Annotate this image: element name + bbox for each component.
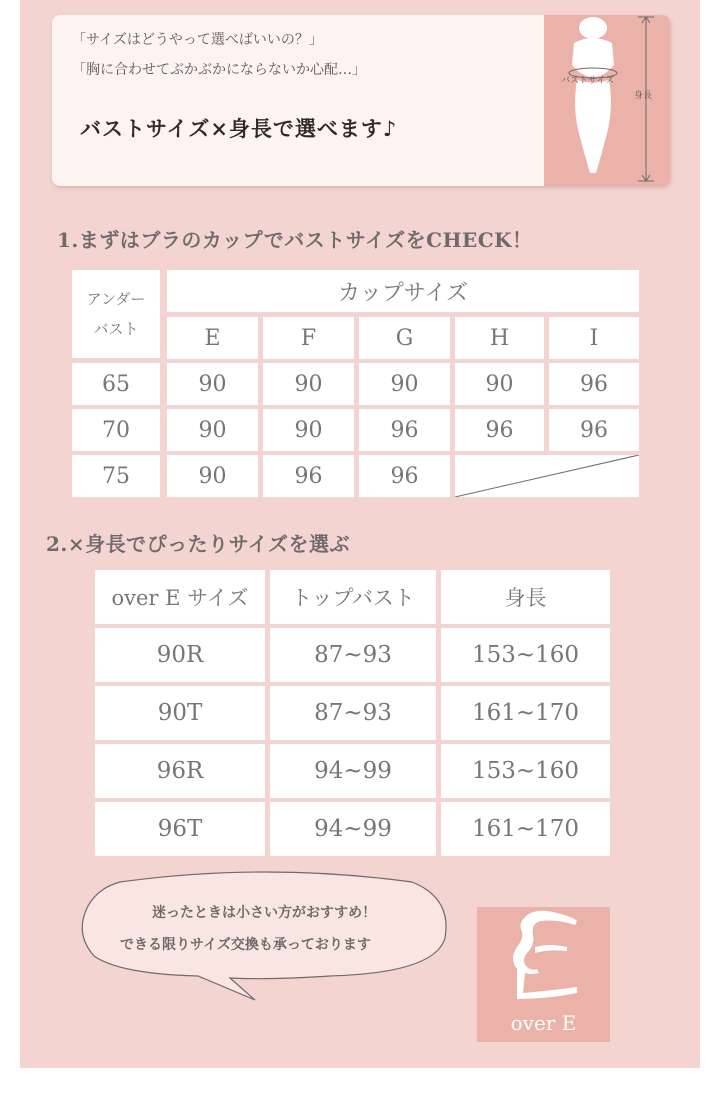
note-line-2: できる限りサイズ交換も承っております (120, 937, 371, 953)
table-cell: 96 (359, 409, 450, 451)
table-header: トップバスト (270, 570, 436, 624)
table-cell: 96 (549, 363, 639, 405)
note-line-1: 迷ったときは小さい方がおすすめ！ (152, 905, 377, 921)
under-bust-label-line1: アンダー (86, 290, 146, 308)
table-header: over E サイズ (95, 570, 265, 624)
diagonal-line-icon (455, 455, 639, 497)
table-cell: 90 (359, 363, 450, 405)
cup-header: I (549, 317, 639, 359)
question-line-2: 「胸に合わせてぶかぶかにならないか心配…」 (72, 62, 366, 78)
size-code: 96R (95, 744, 265, 798)
table-cell: 96 (263, 455, 354, 497)
table-cell: 96 (455, 409, 544, 451)
over-e-logo (477, 907, 610, 1042)
cup-header: G (359, 317, 450, 359)
table-cell: 90 (263, 363, 354, 405)
height-range: 153~160 (441, 744, 610, 798)
under-bust-value: 75 (72, 455, 160, 497)
empty-diagonal-cell (455, 455, 639, 497)
figure-height-label: 身長 (634, 91, 653, 101)
size-code: 90T (95, 686, 265, 740)
table-header: 身長 (441, 570, 610, 624)
logo-text: over E (510, 1011, 577, 1035)
body-figure-panel (544, 15, 670, 186)
headline: バストサイズ×身長で選べます♪ (80, 116, 398, 141)
section1-title: 1.まずはブラのカップでバストサイズをCHECK！ (57, 228, 533, 252)
under-bust-header (72, 270, 160, 358)
page-background (20, 0, 700, 1068)
table-cell: 96 (359, 455, 450, 497)
top-bust-range: 94~99 (270, 744, 436, 798)
top-bust-range: 87~93 (270, 686, 436, 740)
header-card (52, 15, 670, 186)
table-cell: 90 (167, 363, 258, 405)
cup-size-header: カップサイズ (167, 270, 639, 312)
top-bust-range: 87~93 (270, 628, 436, 682)
speech-bubble (80, 868, 450, 1008)
height-range: 153~160 (441, 628, 610, 682)
cup-header: H (455, 317, 544, 359)
table-cell: 90 (455, 363, 544, 405)
cup-header: E (167, 317, 258, 359)
section2-title: 2.×身長でぴったりサイズを選ぶ (46, 532, 351, 556)
table-cell: 90 (167, 409, 258, 451)
height-range: 161~170 (441, 802, 610, 856)
size-code: 96T (95, 802, 265, 856)
question-line-1: 「サイズはどうやって選べばいいの？」 (72, 32, 323, 48)
under-bust-label-line2: バスト (93, 320, 139, 338)
table-cell: 90 (263, 409, 354, 451)
top-bust-range: 94~99 (270, 802, 436, 856)
under-bust-value: 65 (72, 363, 160, 405)
figure-bust-label: バストサイズ (561, 76, 615, 86)
cup-header: F (263, 317, 354, 359)
under-bust-value: 70 (72, 409, 160, 451)
height-range: 161~170 (441, 686, 610, 740)
over-e-logo-icon (477, 907, 610, 1012)
size-code: 90R (95, 628, 265, 682)
table-cell: 90 (167, 455, 258, 497)
table-cell: 96 (549, 409, 639, 451)
